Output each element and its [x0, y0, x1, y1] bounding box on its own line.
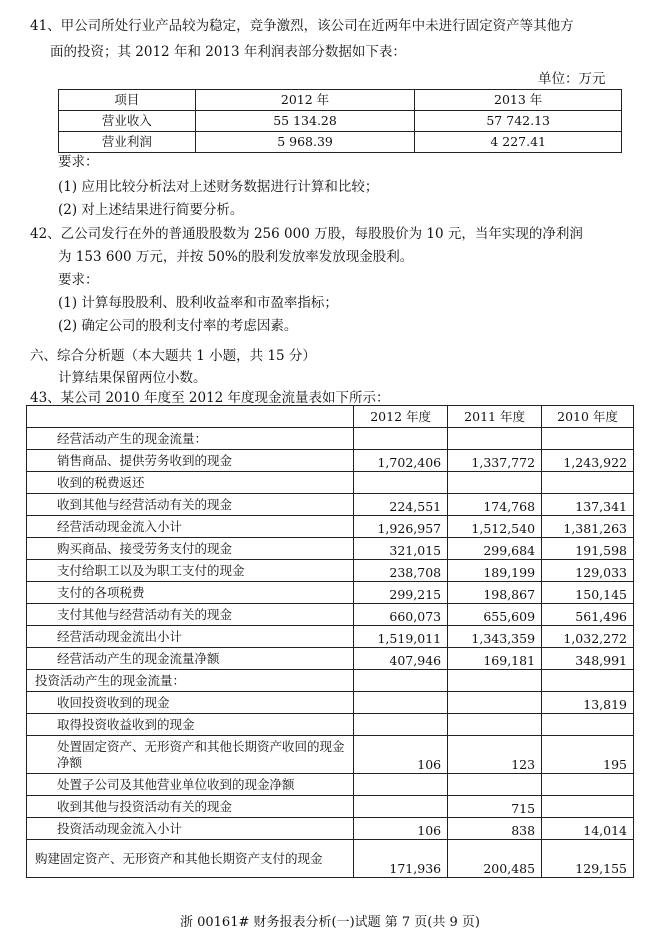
row-label: 处置子公司及其他营业单位收到的现金净额 [27, 774, 354, 796]
table-row [27, 818, 634, 840]
q43-intro: 43、某公司 2010 年度至 2012 年度现金流量表如下所示： [30, 390, 390, 406]
cell-value: 123 [448, 736, 542, 774]
cell-value: 129,033 [542, 560, 634, 582]
cell-value: 150,145 [542, 582, 634, 604]
cell-value: 224,551 [354, 494, 448, 516]
cell-value: 1,512,540 [448, 516, 542, 538]
cell-value: 200,485 [448, 840, 542, 878]
cell-value: 198,867 [448, 582, 542, 604]
cell-value [354, 774, 448, 796]
q41-text-line1: 41、甲公司所处行业产品较为稳定，竞争激烈，该公司在近两年中未进行固定资产等其他方 [30, 18, 574, 34]
row-label: 投资活动产生的现金流量： [27, 670, 354, 692]
row-label: 处置固定资产、无形资产和其他长期资产收回的现金净额 [27, 736, 354, 774]
cell-value: 655,609 [448, 604, 542, 626]
table-row [59, 132, 622, 153]
q41-req2: (2) 对上述结果进行简要分析。 [58, 202, 244, 218]
cell-value: 55 134.28 [195, 111, 415, 132]
table-row [27, 670, 634, 692]
cell-value: 1,032,272 [542, 626, 634, 648]
cell-value: 169,181 [448, 648, 542, 670]
cell-value: 4 227.41 [415, 132, 622, 153]
q42-text-line1: 42、乙公司发行在外的普通股股数为 256 000 万股，每股股价为 10 元，当年实现的净利润 [30, 226, 583, 242]
cell-value [542, 774, 634, 796]
table-row [27, 450, 634, 472]
row-label: 销售商品、提供劳务收到的现金 [27, 450, 354, 472]
cell-value: 106 [354, 736, 448, 774]
row-label: 取得投资收益收到的现金 [27, 714, 354, 736]
header-cell: 2011 年度 [448, 406, 542, 428]
q42-req1: (1) 计算每股股利、股利收益率和市盈率指标； [58, 295, 338, 311]
cell-value [542, 472, 634, 494]
cell-value: 561,496 [542, 604, 634, 626]
table-row [27, 516, 634, 538]
cell-value: 1,926,957 [354, 516, 448, 538]
header-cell: 2010 年度 [542, 406, 634, 428]
cell-value: 129,155 [542, 840, 634, 878]
cell-value: 348,991 [542, 648, 634, 670]
cell-value [354, 796, 448, 818]
row-label: 经营活动产生的现金流量净额 [27, 648, 354, 670]
table-row [27, 604, 634, 626]
cashflow-header [27, 406, 634, 428]
table-row [27, 582, 634, 604]
cell-value: 1,243,922 [542, 450, 634, 472]
q42-text-line2: 为 153 600 万元，并按 50%的股利发放率发放现金股利。 [58, 249, 414, 265]
cell-value: 838 [448, 818, 542, 840]
cell-value: 1,337,772 [448, 450, 542, 472]
table-row [27, 714, 634, 736]
cell-value: 1,519,011 [354, 626, 448, 648]
table-row [27, 472, 634, 494]
row-label: 收到其他与经营活动有关的现金 [27, 494, 354, 516]
cell-value: 299,215 [354, 582, 448, 604]
row-label: 经营活动产生的现金流量： [27, 428, 354, 450]
cell-value [354, 472, 448, 494]
cell-value: 189,199 [448, 560, 542, 582]
header-cell: 项目 [59, 90, 196, 111]
cell-value [354, 428, 448, 450]
table-row [27, 538, 634, 560]
profit-table [58, 89, 622, 153]
cell-value: 191,598 [542, 538, 634, 560]
cell-value: 1,381,263 [542, 516, 634, 538]
section6-note: 计算结果保留两位小数。 [58, 370, 207, 386]
row-label: 收到的税费返还 [27, 472, 354, 494]
cell-value: 1,702,406 [354, 450, 448, 472]
row-label: 支付的各项税费 [27, 582, 354, 604]
cell-value: 171,936 [354, 840, 448, 878]
cell-value: 14,014 [542, 818, 634, 840]
cell-value [542, 714, 634, 736]
table-row [27, 626, 634, 648]
cell-value [354, 692, 448, 714]
cell-value: 57 742.13 [415, 111, 622, 132]
cell-value: 321,015 [354, 538, 448, 560]
q42-req2: (2) 确定公司的股利支付率的考虑因素。 [58, 318, 298, 334]
row-label: 投资活动现金流入小计 [27, 818, 354, 840]
row-label: 购建固定资产、无形资产和其他长期资产支付的现金 [27, 840, 354, 878]
table-row [27, 840, 634, 878]
cell-value [542, 796, 634, 818]
cell-value: 5 968.39 [195, 132, 415, 153]
cell-value [448, 670, 542, 692]
row-label: 支付给职工以及为职工支付的现金 [27, 560, 354, 582]
cashflow-table [26, 405, 634, 878]
table-row [27, 428, 634, 450]
cell-value: 715 [448, 796, 542, 818]
table-row [27, 560, 634, 582]
q41-req1: (1) 应用比较分析法对上述财务数据进行计算和比较； [58, 179, 379, 195]
header-cell: 2012 年度 [354, 406, 448, 428]
q42-req-title: 要求： [58, 272, 99, 288]
cell-value [542, 428, 634, 450]
cell-value [448, 472, 542, 494]
unit-label: 单位：万元 [538, 71, 606, 87]
cell-value: 299,684 [448, 538, 542, 560]
row-label: 购买商品、接受劳务支付的现金 [27, 538, 354, 560]
cell-value [448, 774, 542, 796]
row-label: 营业利润 [59, 132, 196, 153]
cell-value [448, 714, 542, 736]
cell-value: 407,946 [354, 648, 448, 670]
cell-value: 174,768 [448, 494, 542, 516]
row-label: 营业收入 [59, 111, 196, 132]
q41-text-line2: 面的投资；其 2012 年和 2013 年利润表部分数据如下表： [50, 44, 406, 60]
table-row [27, 494, 634, 516]
cell-value: 137,341 [542, 494, 634, 516]
table-row [27, 796, 634, 818]
profit-table-header [59, 90, 622, 111]
row-label: 支付其他与经营活动有关的现金 [27, 604, 354, 626]
cell-value: 195 [542, 736, 634, 774]
table-row [27, 692, 634, 714]
cell-value: 106 [354, 818, 448, 840]
row-label: 收回投资收到的现金 [27, 692, 354, 714]
table-row [27, 648, 634, 670]
cell-value: 660,073 [354, 604, 448, 626]
row-label: 经营活动现金流入小计 [27, 516, 354, 538]
header-cell [27, 406, 354, 428]
cell-value [448, 692, 542, 714]
row-label: 经营活动现金流出小计 [27, 626, 354, 648]
q41-req-title: 要求： [58, 154, 99, 170]
section6-title: 六、综合分析题（本大题共 1 小题，共 15 分） [30, 348, 316, 364]
row-label: 收到其他与投资活动有关的现金 [27, 796, 354, 818]
table-row [27, 736, 634, 774]
cell-value: 13,819 [542, 692, 634, 714]
header-cell: 2012 年 [195, 90, 415, 111]
cell-value: 1,343,359 [448, 626, 542, 648]
cell-value [542, 670, 634, 692]
cell-value [448, 428, 542, 450]
header-cell: 2013 年 [415, 90, 622, 111]
page-footer: 浙 00161# 财务报表分析(一)试题 第 7 页(共 9 页) [179, 915, 480, 930]
cell-value [354, 670, 448, 692]
table-row [27, 774, 634, 796]
cell-value: 238,708 [354, 560, 448, 582]
table-row [59, 111, 622, 132]
cell-value [354, 714, 448, 736]
